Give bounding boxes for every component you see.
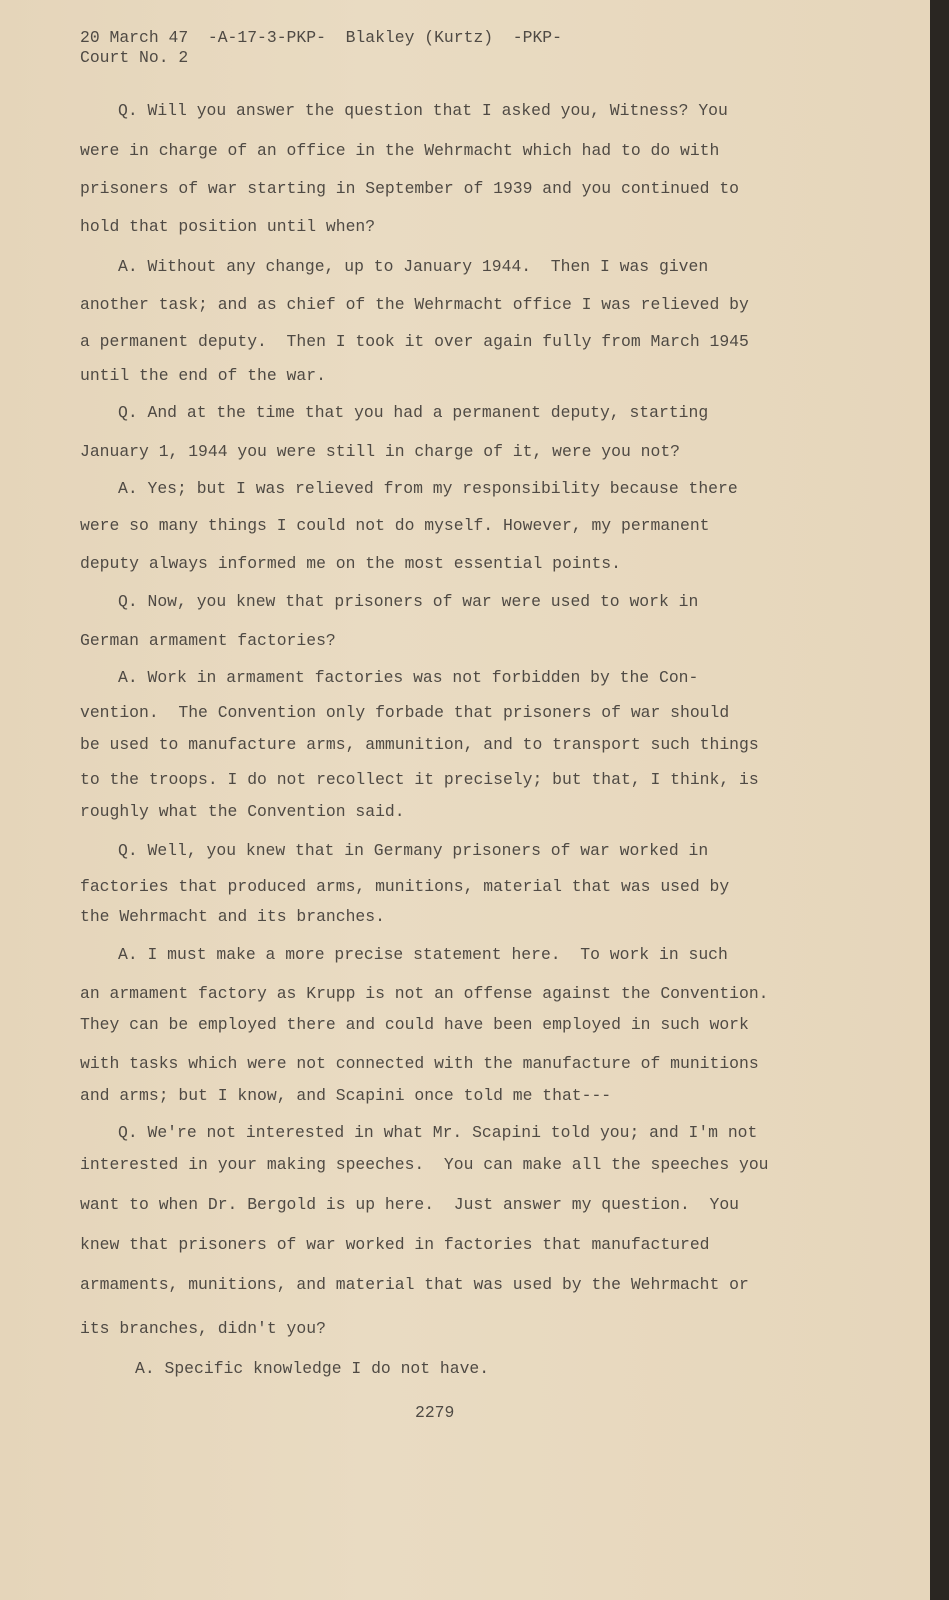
transcript-line: Q. Now, you knew that prisoners of war were used to work in (118, 592, 699, 611)
scan-edge (930, 0, 949, 1600)
transcript-line: Q. Well, you knew that in Germany prisoners of war worked in (118, 841, 709, 860)
transcript-line: A. Yes; but I was relieved from my responsibility because there (118, 479, 738, 498)
transcript-line: armaments, munitions, and material that was used by the Wehrmacht or (80, 1275, 749, 1294)
header-court: Court No. 2 (80, 48, 189, 67)
transcript-line: a permanent deputy. Then I took it over again fully from March 1945 (80, 332, 749, 351)
transcript-line: an armament factory as Krupp is not an offense against the Convention. (80, 984, 769, 1003)
transcript-line: German armament factories? (80, 631, 336, 650)
transcript-line: factories that produced arms, munitions, material that was used by (80, 877, 730, 896)
transcript-line: were in charge of an office in the Wehrmacht which had to do with (80, 141, 720, 160)
transcript-line: the Wehrmacht and its branches. (80, 907, 385, 926)
transcript-line: prisoners of war starting in September of 1939 and you continued to (80, 179, 740, 198)
transcript-line: A. Without any change, up to January 1944. Then I was given (118, 257, 709, 276)
transcript-line: and arms; but I know, and Scapini once told me that--- (80, 1086, 612, 1105)
transcript-line: January 1, 1944 you were still in charge of it, were you not? (80, 442, 680, 461)
transcript-line: They can be employed there and could have been employed in such work (80, 1015, 749, 1034)
transcript-line: deputy always informed me on the most essential points. (80, 554, 621, 573)
page-number: 2279 (415, 1403, 455, 1422)
transcript-line: vention. The Convention only forbade that prisoners of war should (80, 703, 730, 722)
transcript-line: A. Specific knowledge I do not have. (135, 1359, 490, 1378)
transcript-line: with tasks which were not connected with the manufacture of munitions (80, 1054, 759, 1073)
transcript-line: Q. And at the time that you had a permanent deputy, starting (118, 403, 709, 422)
transcript-line: Q. We're not interested in what Mr. Scapini told you; and I'm not (118, 1123, 758, 1142)
transcript-line: interested in your making speeches. You can make all the speeches you (80, 1155, 769, 1174)
transcript-line: A. I must make a more precise statement here. To work in such (118, 945, 728, 964)
transcript-line: want to when Dr. Bergold is up here. Just answer my question. You (80, 1195, 740, 1214)
transcript-line: were so many things I could not do myself. However, my permanent (80, 516, 710, 535)
transcript-line: another task; and as chief of the Wehrmacht office I was relieved by (80, 295, 749, 314)
transcript-line: be used to manufacture arms, ammunition, and to transport such things (80, 735, 759, 754)
transcript-line: roughly what the Convention said. (80, 802, 405, 821)
transcript-line: A. Work in armament factories was not forbidden by the Con- (118, 668, 699, 687)
transcript-line: its branches, didn't you? (80, 1319, 326, 1338)
header-line: 20 March 47 -A-17-3-PKP- Blakley (Kurtz) -PKP- (80, 28, 562, 47)
transcript-line: Q. Will you answer the question that I asked you, Witness? You (118, 101, 728, 120)
transcript-line: knew that prisoners of war worked in factories that manufactured (80, 1235, 710, 1254)
transcript-line: until the end of the war. (80, 366, 326, 385)
transcript-line: hold that position until when? (80, 217, 376, 236)
transcript-line: to the troops. I do not recollect it precisely; but that, I think, is (80, 770, 759, 789)
